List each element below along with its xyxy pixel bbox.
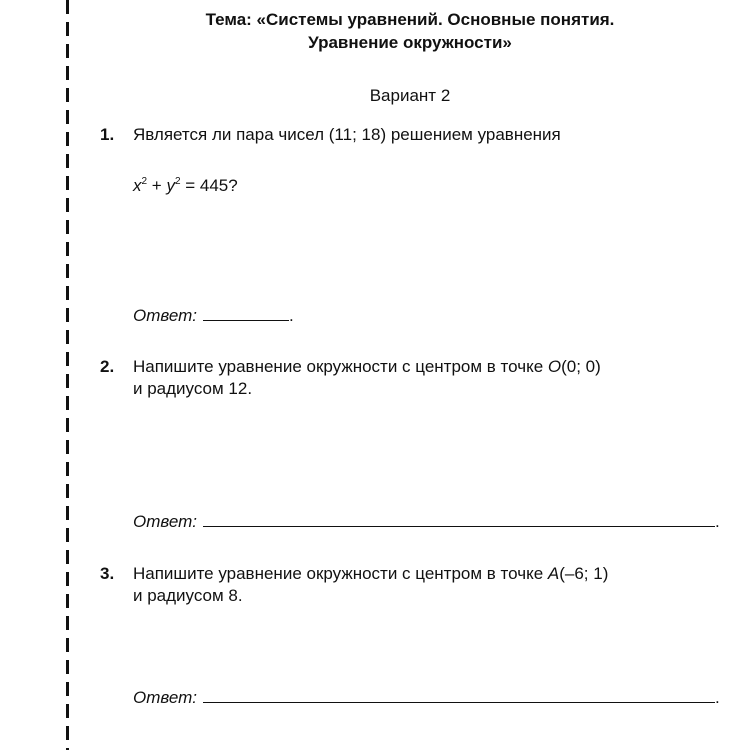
task-number: 1. bbox=[100, 125, 115, 144]
task-number: 2. bbox=[100, 357, 115, 376]
task-2 bbox=[100, 356, 720, 400]
page-title bbox=[120, 8, 700, 54]
task-1-formula bbox=[133, 176, 238, 196]
answer-end: . bbox=[289, 306, 294, 325]
task-text-line2: и радиусом 8. bbox=[133, 586, 243, 605]
answer-label: Ответ: bbox=[133, 688, 198, 707]
task-1 bbox=[100, 124, 720, 146]
answer-label: Ответ: bbox=[133, 306, 198, 325]
task-text-line2: и радиусом 12. bbox=[133, 379, 253, 398]
task-text: Является ли пара чисел (11; 18) решением уравнения bbox=[133, 125, 561, 144]
answer-label: Ответ: bbox=[133, 512, 198, 531]
task-text-before: Напишите уравнение окружности с центром в точке bbox=[133, 357, 548, 376]
task-text-after: (0; 0) bbox=[561, 357, 601, 376]
variant-heading: Вариант 2 bbox=[369, 86, 451, 105]
formula-y-exponent: 2 bbox=[174, 176, 181, 187]
answer-input-line[interactable] bbox=[203, 688, 715, 703]
title-line-1: Тема: «Системы уравнений. Основные понятия. bbox=[205, 10, 615, 29]
task-number: 3. bbox=[100, 564, 115, 583]
answer-input-line[interactable] bbox=[203, 306, 289, 321]
task-text bbox=[133, 356, 720, 378]
task-1-answer bbox=[133, 306, 294, 326]
task-point: O bbox=[547, 357, 562, 376]
formula-rest: = 445? bbox=[180, 176, 238, 195]
task-3-answer bbox=[133, 688, 720, 708]
answer-end: . bbox=[715, 512, 720, 531]
answer-input-line[interactable] bbox=[203, 512, 715, 527]
formula-x-exponent: 2 bbox=[141, 176, 148, 187]
task-text bbox=[133, 563, 720, 585]
formula-y: y bbox=[166, 176, 175, 195]
answer-end: . bbox=[715, 688, 720, 707]
task-3 bbox=[100, 563, 720, 607]
task-2-answer bbox=[133, 512, 720, 532]
task-text-after: (–6; 1) bbox=[559, 564, 609, 583]
title-line-2: Уравнение окружности» bbox=[308, 33, 512, 52]
formula-plus: + bbox=[147, 176, 167, 195]
cut-line-divider bbox=[66, 0, 69, 750]
task-point: A bbox=[547, 564, 560, 583]
formula-x: x bbox=[133, 176, 142, 195]
task-text-before: Напишите уравнение окружности с центром в точке bbox=[133, 564, 548, 583]
